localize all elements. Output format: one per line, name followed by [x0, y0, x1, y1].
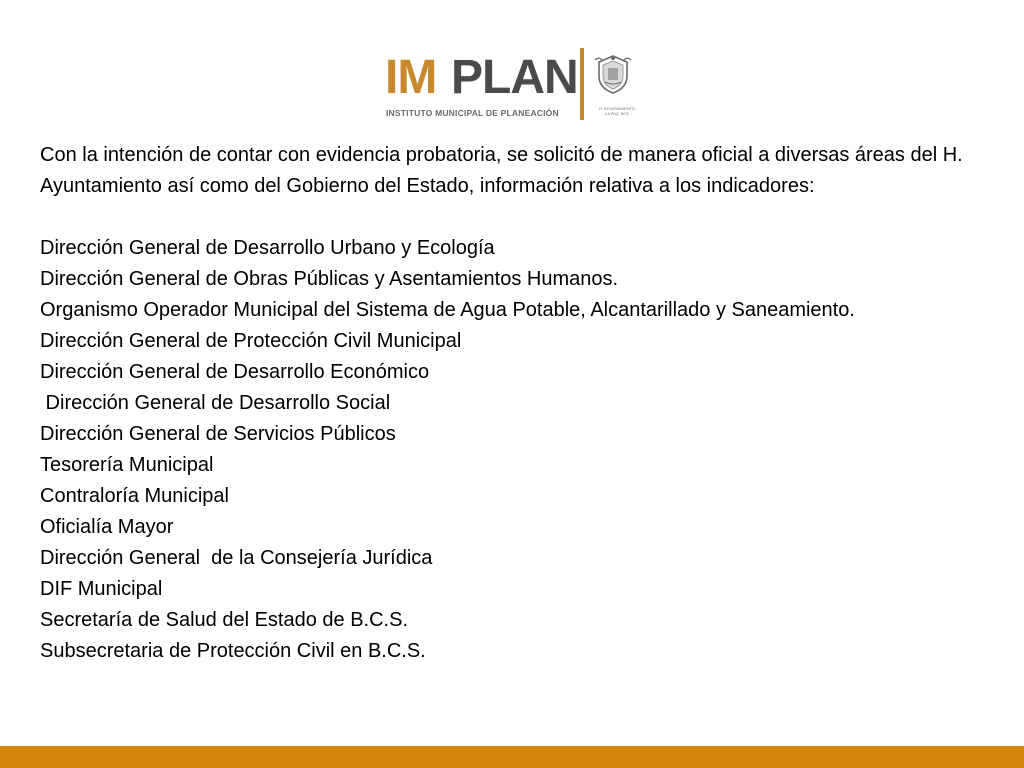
agency-item: Dirección General de Servicios Públicos	[40, 423, 396, 445]
logo-im-text: IM	[385, 51, 437, 104]
coat-of-arms-icon	[591, 52, 635, 96]
logo-subtitle: INSTITUTO MUNICIPAL DE PLANEACIÓN	[386, 108, 559, 118]
agency-item: Dirección General de Protección Civil Municipal	[40, 330, 462, 352]
agency-item: Contraloría Municipal	[40, 485, 229, 507]
logo-divider	[580, 48, 584, 120]
agency-item: Dirección General de la Consejería Jurídica	[40, 547, 433, 569]
agency-item: Tesorería Municipal	[40, 454, 214, 476]
footer-bar	[0, 746, 1024, 768]
agency-item: Dirección General de Desarrollo Urbano y Ecología	[40, 237, 495, 259]
agency-item: Dirección General de Obras Públicas y Asentamientos Humanos.	[40, 268, 619, 290]
logo-plan-text: PLAN	[451, 51, 578, 104]
agency-item: DIF Municipal	[40, 578, 163, 600]
agency-item: Secretaría de Salud del Estado de B.C.S.	[40, 609, 408, 631]
agency-item: Subsecretaria de Protección Civil en B.C.S.	[40, 640, 426, 662]
agency-item: Dirección General de Desarrollo Económico	[40, 361, 430, 383]
agency-item: Dirección General de Desarrollo Social	[40, 392, 391, 414]
agency-item: Organismo Operador Municipal del Sistema de Agua Potable, Alcantarillado y Saneamiento.	[40, 299, 855, 321]
agency-item: Oficialía Mayor	[40, 516, 174, 538]
slide-content	[40, 140, 1000, 667]
seal-caption: H. AYUNTAMIENTO LA PAZ, BCS	[598, 106, 635, 116]
implan-logo	[385, 46, 645, 124]
intro-paragraph: Con la intención de contar con evidencia probatoria, se solicitó de manera oficial a diversas áreas del H. Ayuntamiento así como del Gobierno del Estado, información relativa a los indicadores:	[40, 144, 963, 197]
